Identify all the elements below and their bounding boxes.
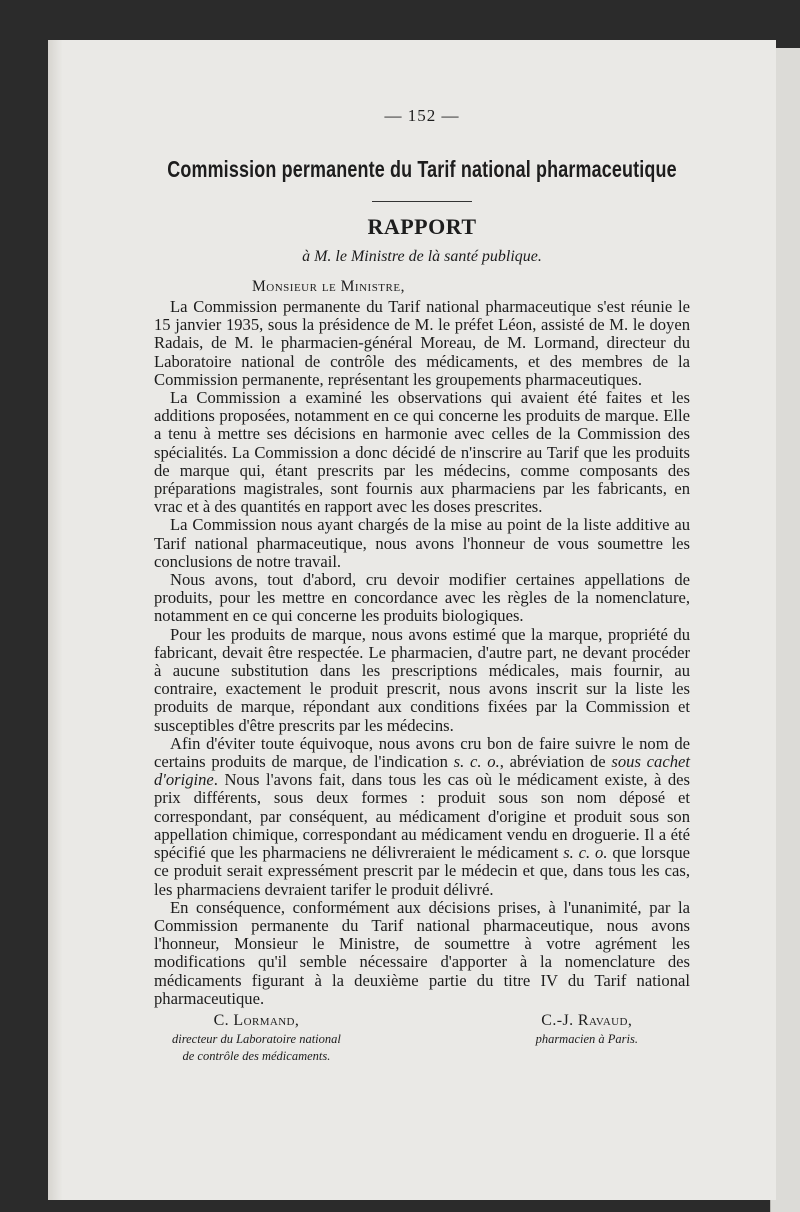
- signature-name: C. Lormand,: [213, 1011, 300, 1029]
- salutation: Monsieur le Ministre,: [252, 278, 405, 295]
- signatures: [154, 1012, 690, 1064]
- paragraph-5: Pour les produits de marque, nous avons estimé que la marque, propriété du fabricant, devait être respectée. Le pharmacien, d'autre part, ne devant procéder à aucune substitution dans les prescriptions médicales, mais fournir, au contraire, exactement le produit prescrit, nous avons inscrit sur la liste les produits de marque, répondant aux conditions fixées par la Commission et susceptibles d'être prescrits par les médecins.: [154, 624, 690, 735]
- paragraph-4: Nous avons, tout d'abord, cru devoir modifier certaines appellations de produits, pour les mettre en concordance avec les règles de la nomenclature, notamment en ce qui concerne les produits biologiques.: [154, 570, 690, 626]
- paragraph-1: La Commission permanente du Tarif national pharmaceutique s'est réunie le 15 janvier 1935, sous la présidence de M. le préfet Léon, assisté de M. le doyen Radais, de M. le pharmacien-général Moreau, de M. Lormand, directeur du Laboratoire national de contrôle des médicaments, et des membres de la Commission permanente, représentant les groupements pharmaceutiques.: [154, 297, 690, 389]
- report-title: RAPPORT: [367, 214, 477, 239]
- page-content: [154, 106, 690, 1064]
- signature-name: C.-J. Ravaud,: [541, 1011, 633, 1029]
- page-number: — 152 —: [384, 106, 460, 125]
- paragraph-7: En conséquence, conformément aux décisions prises, à l'unanimité, par la Commission permanente du Tarif national pharmaceutique, nous avons l'honneur, Monsieur le Ministre, de soumettre à votre agrément les modifications qu'il semble nécessaire d'apporter à la nomenclature des médicaments figurant à la deuxième partie du titre IV du Tarif national pharmaceutique.: [154, 897, 690, 1008]
- paragraph-6-text-d: que lorsque ce produit serait expressément prescrit par le médecin et que, dans tous les cas, les pharmaciens devraient tarifer le produit délivré.: [154, 843, 690, 899]
- paragraph-6: [154, 735, 690, 899]
- page-binding: [48, 40, 62, 1200]
- paragraph-2: La Commission a examiné les observations qui avaient été faites et les additions proposées, notamment en ce qui concerne les produits de marque. Elle a tenu à mettre ses décisions en harmonie avec celles de la Commission des spécialités. La Commission a donc décidé de n'inscrire au Tarif que les produits de marque qui, étant prescrits par les médecins, comme composants des préparations magistrales, sont fournis aux pharmaciens par les fabricants, en vrac et à des quantités en rapport avec les doses prescrites.: [154, 388, 690, 517]
- signature-ravaud: [536, 1012, 638, 1064]
- signature-role-line: directeur du Laboratoire national: [172, 1031, 341, 1046]
- abbreviation-sco: s. c. o.: [453, 752, 500, 772]
- sous-cachet-origine: sous cachet d'origine: [154, 752, 690, 790]
- report-dedication: à M. le Ministre de là santé publique.: [302, 248, 542, 265]
- signature-role-line: pharmacien à Paris.: [535, 1031, 638, 1046]
- signature-lormand: [172, 1012, 341, 1064]
- paragraph-6-text-a: Afin d'éviter toute équivoque, nous avons cru bon de faire suivre le nom de certains produits de marque, de l'indication: [154, 733, 690, 772]
- paragraph-6-text-b: , abréviation de: [499, 752, 612, 772]
- signature-role-line: de contrôle des médicaments.: [182, 1048, 331, 1063]
- paragraph-3: La Commission nous ayant chargés de la mise au point de la liste additive au Tarif national pharmaceutique, nous avons l'honneur de vous soumettre les conclusions de notre travail.: [154, 515, 690, 571]
- commission-heading: Commission permanente du Tarif national pharmaceutique: [167, 156, 677, 182]
- abbreviation-sco-2: s. c. o.: [563, 843, 608, 863]
- paragraph-6-text-c: . Nous l'avons fait, dans tous les cas où le médicament existe, à des prix différents, sous deux formes : produit sous son nom déposé et correspondant, par conséquent, au médicament d'origine et produit sous son appellation chimique, correspondant au médicament vendu en droguerie. Il a été spécifié que les pharmaciens ne délivreraient le médicament: [154, 770, 690, 863]
- heading-divider: [372, 201, 472, 202]
